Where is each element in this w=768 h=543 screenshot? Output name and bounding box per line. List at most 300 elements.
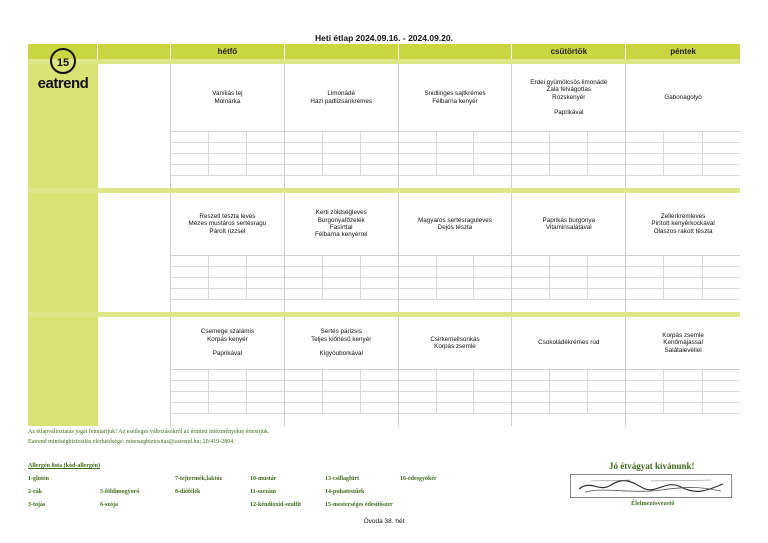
table-row — [399, 154, 512, 165]
table-cell — [703, 256, 740, 266]
table-cell — [474, 256, 511, 266]
table-cell — [626, 132, 664, 142]
table-cell — [474, 370, 511, 380]
table-cell — [285, 267, 323, 277]
table-row — [171, 370, 284, 381]
table-cell — [703, 403, 740, 413]
table-row — [171, 165, 284, 176]
table-cell — [399, 256, 437, 266]
table-cell — [323, 267, 361, 277]
signature-stamp — [570, 474, 732, 498]
table-row — [171, 154, 284, 165]
table-cell — [437, 289, 475, 299]
table-cell — [323, 256, 361, 266]
signer-title: Élelmezésvezető — [631, 500, 675, 507]
table-row — [399, 403, 512, 414]
table-cell — [550, 132, 588, 142]
table-cell — [664, 403, 702, 413]
meal-dish — [626, 64, 740, 132]
table-row — [626, 132, 740, 143]
table-cell — [361, 165, 398, 175]
table-cell — [247, 256, 284, 266]
table-cell — [512, 278, 550, 288]
table-cell — [171, 370, 209, 380]
table-row — [626, 143, 740, 154]
table-cell — [399, 154, 437, 164]
table-cell — [171, 165, 209, 175]
table-cell — [588, 132, 625, 142]
table-row — [285, 165, 398, 176]
meal-dish — [399, 193, 512, 256]
table-cell — [171, 278, 209, 288]
table-cell — [664, 267, 702, 277]
table-cell — [703, 154, 740, 164]
table-row — [512, 392, 625, 403]
table-cell — [361, 154, 398, 164]
table-cell — [437, 267, 475, 277]
dish-line: Reszelt tészta leves — [199, 212, 256, 220]
table-cell — [474, 267, 511, 277]
table-cell — [588, 381, 625, 391]
table-row — [512, 403, 625, 414]
table-row — [626, 267, 740, 278]
table-cell — [399, 165, 437, 175]
table-cell — [626, 403, 664, 413]
allergen-item: 11-szezám — [250, 489, 276, 495]
allergen-item: 13-csillagfürt — [325, 476, 359, 482]
table-cell — [626, 289, 664, 299]
logo-number-badge: 15 — [50, 48, 76, 74]
day-header-wednesday — [399, 44, 513, 59]
table-row — [171, 403, 284, 414]
table-cell — [247, 143, 284, 153]
table-cell — [171, 392, 209, 402]
table-cell — [588, 289, 625, 299]
nutrition-rows — [171, 370, 284, 414]
table-cell — [171, 143, 209, 153]
day-cell — [399, 64, 513, 188]
nutrition-rows — [399, 132, 512, 176]
table-row — [399, 256, 512, 267]
table-row — [171, 392, 284, 403]
table-cell — [550, 289, 588, 299]
table-cell — [247, 278, 284, 288]
table-cell — [361, 381, 398, 391]
table-cell — [664, 154, 702, 164]
table-cell — [664, 370, 702, 380]
table-cell — [361, 132, 398, 142]
day-cell — [626, 193, 740, 312]
table-cell — [285, 256, 323, 266]
dish-line: Dejós tészta — [437, 224, 473, 231]
meal-label-cell — [98, 317, 171, 426]
table-cell — [588, 403, 625, 413]
nutrition-rows — [626, 370, 740, 414]
table-row — [512, 256, 625, 267]
table-cell — [512, 143, 550, 153]
table-cell — [171, 256, 209, 266]
table-cell — [171, 289, 209, 299]
table-cell — [474, 278, 511, 288]
day-header-tuesday — [285, 44, 399, 59]
day-cell — [171, 317, 285, 426]
menu-grid — [28, 44, 740, 426]
table-row — [171, 381, 284, 392]
table-row — [399, 392, 512, 403]
dish-line: Kenőmájassal — [663, 339, 703, 347]
table-cell — [512, 256, 550, 266]
table-row — [512, 381, 625, 392]
dish-line: Limonádé — [327, 90, 356, 98]
dish-line: Korpás zsemle — [434, 343, 476, 350]
table-row — [512, 143, 625, 154]
table-cell — [285, 370, 323, 380]
table-cell — [437, 256, 475, 266]
allergen-list — [28, 463, 437, 508]
table-cell — [399, 392, 437, 402]
table-cell — [512, 132, 550, 142]
table-cell — [285, 392, 323, 402]
table-cell — [474, 403, 511, 413]
allergen-item: 15-mesterséges édesítőszer — [325, 502, 393, 508]
dish-line: Molnárka — [214, 97, 241, 105]
table-row — [285, 278, 398, 289]
table-cell — [664, 143, 702, 153]
table-cell — [703, 267, 740, 277]
meal-side-stripe — [28, 193, 98, 312]
table-cell — [512, 381, 550, 391]
table-cell — [247, 289, 284, 299]
notes — [28, 427, 269, 447]
table-cell — [664, 278, 702, 288]
nutrition-rows — [399, 256, 512, 300]
table-cell — [209, 165, 247, 175]
table-cell — [209, 289, 247, 299]
table-cell — [323, 132, 361, 142]
table-cell — [550, 278, 588, 288]
table-cell — [474, 392, 511, 402]
table-cell — [399, 370, 437, 380]
table-cell — [550, 403, 588, 413]
table-row — [626, 278, 740, 289]
table-cell — [437, 132, 475, 142]
table-cell — [285, 154, 323, 164]
table-cell — [437, 154, 475, 164]
table-cell — [626, 256, 664, 266]
table-cell — [703, 278, 740, 288]
table-cell — [437, 143, 475, 153]
dish-line: Teljes kiőrlésű kenyér — [311, 335, 372, 343]
table-cell — [361, 289, 398, 299]
table-cell — [588, 267, 625, 277]
table-cell — [399, 403, 437, 413]
dish-line: Rozskenyér — [552, 93, 586, 101]
table-cell — [703, 370, 740, 380]
table-row — [399, 267, 512, 278]
table-cell — [399, 267, 437, 277]
table-cell — [361, 370, 398, 380]
table-cell — [247, 132, 284, 142]
bon-appetit-text: Jó étvágyat kívánunk! — [609, 461, 695, 471]
table-cell — [512, 289, 550, 299]
dish-line: Snidlinges sajtkrémes — [424, 90, 486, 98]
meal-dish — [171, 317, 284, 370]
dish-line: Gabonagolyó — [664, 93, 702, 101]
table-cell — [399, 132, 437, 142]
table-cell — [588, 143, 625, 153]
table-cell — [626, 392, 664, 402]
table-cell — [209, 403, 247, 413]
table-cell — [171, 132, 209, 142]
table-cell — [703, 132, 740, 142]
table-cell — [285, 132, 323, 142]
dish-line: Burgonyafőzelék — [317, 216, 365, 224]
table-row — [399, 289, 512, 300]
dish-line: Sertés párizsis — [320, 328, 362, 336]
table-cell — [323, 381, 361, 391]
dish-line: Vitaminsalátával — [545, 224, 592, 231]
dish-line: Magyaros sertésraguleves — [418, 216, 492, 224]
nutrition-rows — [512, 132, 625, 176]
table-cell — [323, 370, 361, 380]
table-cell — [209, 143, 247, 153]
table-cell — [361, 392, 398, 402]
table-row — [285, 392, 398, 403]
allergen-item: 2-rák — [28, 489, 42, 495]
table-cell — [285, 278, 323, 288]
table-row — [626, 154, 740, 165]
table-row — [285, 256, 398, 267]
table-cell — [399, 289, 437, 299]
signature-scribble-icon — [571, 475, 731, 497]
table-row — [171, 143, 284, 154]
table-cell — [209, 256, 247, 266]
table-cell — [550, 370, 588, 380]
allergen-item: 3-tojás — [28, 502, 46, 508]
table-cell — [626, 370, 664, 380]
allergen-item: 6-szója — [100, 502, 118, 508]
dish-line: Zellerkrémleves — [660, 212, 706, 220]
table-cell — [550, 165, 588, 175]
table-cell — [361, 256, 398, 266]
table-cell — [588, 165, 625, 175]
table-cell — [474, 143, 511, 153]
dish-line: Salátalevéllel — [664, 346, 702, 354]
nutrition-rows — [285, 370, 398, 414]
table-cell — [209, 370, 247, 380]
table-cell — [171, 381, 209, 391]
nutrition-rows — [626, 256, 740, 300]
table-cell — [247, 165, 284, 175]
meal-label-cell — [98, 64, 171, 188]
day-cell — [512, 317, 626, 426]
table-row — [171, 256, 284, 267]
table-cell — [703, 165, 740, 175]
table-row — [285, 370, 398, 381]
table-cell — [474, 381, 511, 391]
table-row — [285, 381, 398, 392]
day-cell — [285, 193, 399, 312]
table-cell — [664, 165, 702, 175]
nutrition-rows — [399, 370, 512, 414]
day-cell — [285, 64, 399, 188]
table-cell — [247, 154, 284, 164]
table-row — [626, 165, 740, 176]
table-cell — [512, 267, 550, 277]
table-cell — [437, 381, 475, 391]
table-row — [285, 403, 398, 414]
meal-dish — [512, 64, 625, 132]
table-cell — [285, 403, 323, 413]
table-row — [512, 132, 625, 143]
table-cell — [361, 267, 398, 277]
table-row — [626, 256, 740, 267]
logo-wordmark: eatrend — [37, 75, 89, 92]
nutrition-rows — [171, 256, 284, 300]
day-cell — [171, 64, 285, 188]
table-cell — [588, 278, 625, 288]
dish-line: Félbarna kenyér — [432, 97, 478, 105]
dish-line: Zala félvágottas — [546, 86, 592, 94]
day-cell — [512, 64, 626, 188]
table-cell — [588, 370, 625, 380]
table-row — [399, 278, 512, 289]
table-cell — [512, 403, 550, 413]
table-cell — [626, 381, 664, 391]
note-change-rights: Az étlapváltoztatás jogát fenntartjuk! Az esetleges változásokról az érintett intézményeket értesítjük. — [28, 429, 270, 435]
table-cell — [399, 381, 437, 391]
table-cell — [588, 392, 625, 402]
table-row — [512, 267, 625, 278]
page-title: Heti étlap 2024.09.16. - 2024.09.20. — [315, 33, 453, 43]
table-cell — [285, 143, 323, 153]
table-cell — [361, 403, 398, 413]
table-row — [285, 143, 398, 154]
dish-line: Kerti zöldségleves — [315, 209, 367, 217]
table-cell — [285, 165, 323, 175]
table-cell — [437, 370, 475, 380]
table-row — [285, 289, 398, 300]
day-cell — [626, 64, 740, 188]
table-cell — [209, 132, 247, 142]
day-header-row — [28, 44, 740, 59]
table-cell — [588, 154, 625, 164]
day-cell — [399, 317, 513, 426]
table-cell — [512, 165, 550, 175]
table-cell — [247, 267, 284, 277]
table-cell — [171, 154, 209, 164]
table-cell — [664, 289, 702, 299]
table-row — [171, 289, 284, 300]
dish-line: Mézes mustáros sertésragu — [188, 220, 267, 228]
table-cell — [247, 403, 284, 413]
table-cell — [626, 165, 664, 175]
table-cell — [323, 392, 361, 402]
table-cell — [550, 256, 588, 266]
nutrition-rows — [512, 370, 625, 414]
table-cell — [209, 381, 247, 391]
table-cell — [512, 392, 550, 402]
table-row — [285, 154, 398, 165]
table-row — [399, 132, 512, 143]
table-cell — [323, 289, 361, 299]
day-header-friday: péntek — [670, 47, 696, 56]
allergen-item: 8-diófélék — [175, 489, 201, 495]
table-cell — [703, 289, 740, 299]
dish-line: Paprikás burgonya — [542, 216, 596, 224]
dish-line: Vaníliás tej — [212, 90, 243, 98]
table-row — [512, 370, 625, 381]
table-cell — [626, 154, 664, 164]
table-cell — [323, 143, 361, 153]
table-cell — [703, 381, 740, 391]
table-row — [171, 267, 284, 278]
table-cell — [588, 256, 625, 266]
table-row — [626, 370, 740, 381]
dish-line: Kígyóuborkával — [319, 350, 363, 358]
meal-dish — [399, 64, 512, 132]
table-cell — [209, 154, 247, 164]
allergen-item: 10-mustár — [250, 476, 277, 482]
table-row — [626, 392, 740, 403]
table-row — [626, 289, 740, 300]
table-cell — [550, 154, 588, 164]
dish-line: Csokoládékrémes rúd — [538, 339, 600, 347]
table-cell — [323, 278, 361, 288]
day-cell — [285, 317, 399, 426]
note-quality-contact: Eatrend minőségbiztosítás elérhetősége: minosegbiztositas@eatrend.hu; 20/419-2804 — [28, 439, 234, 445]
nutrition-rows — [285, 256, 398, 300]
table-cell — [550, 392, 588, 402]
table-cell — [171, 267, 209, 277]
table-cell — [247, 392, 284, 402]
table-cell — [703, 143, 740, 153]
table-cell — [437, 278, 475, 288]
table-cell — [550, 381, 588, 391]
allergen-item: 14-puhatestűek — [325, 489, 365, 495]
table-row — [399, 370, 512, 381]
table-cell — [550, 267, 588, 277]
day-header-monday: hétfő — [171, 44, 285, 59]
allergen-item: 16-édesgyökér — [400, 476, 437, 482]
allergen-item: 12-kéndioxid-szulfit — [250, 502, 302, 508]
table-row — [399, 381, 512, 392]
footer-week: Óvoda 38. hét — [363, 518, 405, 525]
dish-line: Párolt rizzsel — [209, 227, 246, 235]
dish-line: Csemege szalámis — [200, 328, 254, 336]
meal-dish — [626, 317, 740, 370]
dish-line: Olaszos rakott tészta — [653, 227, 713, 235]
meal-side-stripe — [28, 317, 98, 426]
meal-dish — [285, 193, 398, 256]
table-cell — [285, 381, 323, 391]
dish-line: Erdei gyümölcsös limonádé — [530, 78, 608, 86]
meal-dish — [512, 317, 625, 370]
table-cell — [626, 143, 664, 153]
allergen-item: 7-tejtermék,laktóz — [175, 476, 223, 482]
day-cell — [171, 193, 285, 312]
table-row — [512, 154, 625, 165]
meal-dish — [512, 193, 625, 256]
table-row — [285, 267, 398, 278]
table-row — [285, 132, 398, 143]
table-cell — [664, 392, 702, 402]
table-cell — [323, 165, 361, 175]
dish-line: Pirított kenyérkockával — [651, 220, 715, 228]
table-cell — [474, 154, 511, 164]
day-cell — [626, 317, 740, 426]
table-cell — [664, 132, 702, 142]
